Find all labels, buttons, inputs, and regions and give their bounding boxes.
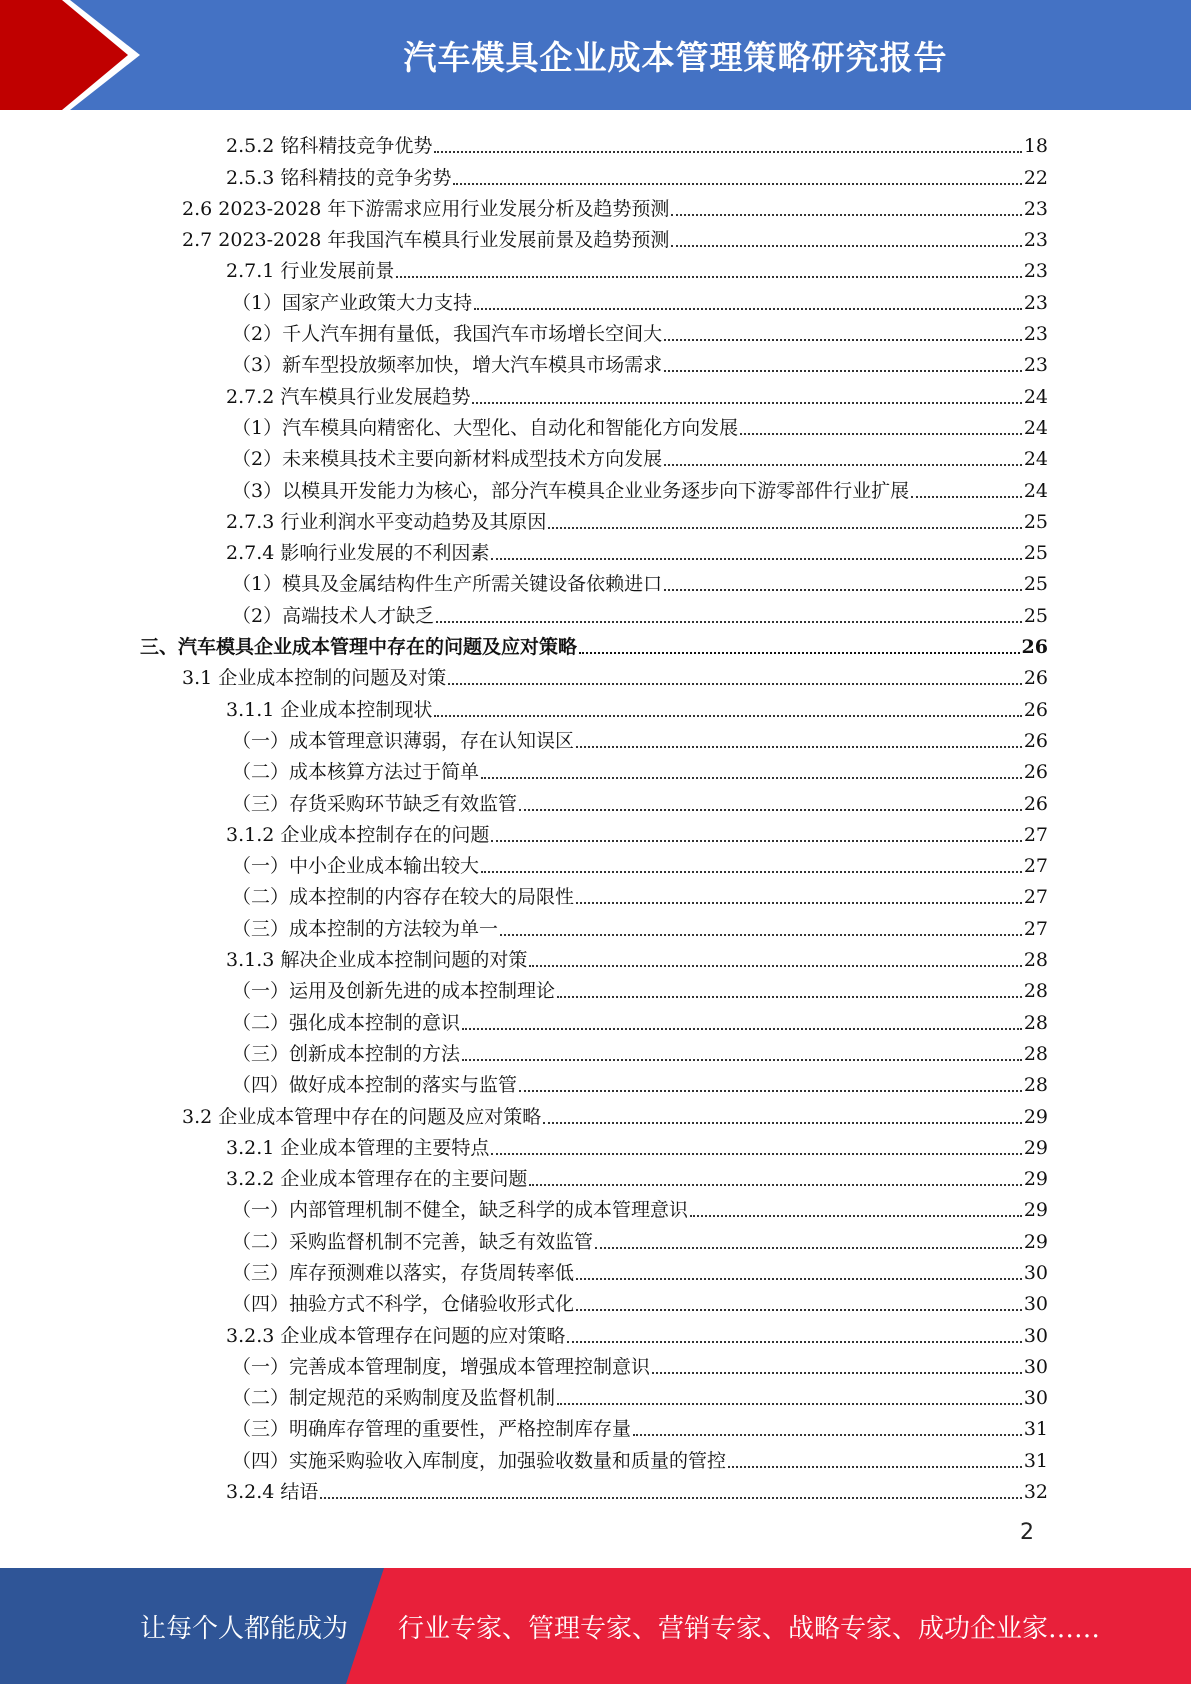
toc-dot-leader	[481, 871, 1022, 873]
toc-entry[interactable]	[140, 345, 1048, 376]
toc-entry-label: 2.5.3 铭科精技的竞争劣势	[226, 166, 452, 189]
toc-entry[interactable]	[140, 846, 1048, 877]
toc-entry-label: （三）库存预测难以落实，存货周转率低	[232, 1261, 575, 1284]
footer-slogan-left: 让每个人都能成为	[140, 1613, 349, 1644]
toc-entry-page: 29	[1023, 1230, 1048, 1253]
toc-dot-leader	[462, 1028, 1022, 1030]
toc-entry-page: 27	[1023, 886, 1048, 909]
footer-slogan-right: 行业专家、管理专家、营销专家、战略专家、成功企业家……	[398, 1613, 1101, 1644]
toc-entry-label: （四）实施采购验收入库制度，加强验收数量和质量的管控	[232, 1449, 727, 1472]
toc-entry-page: 26	[1023, 761, 1048, 784]
toc-entry[interactable]	[140, 877, 1048, 908]
toc-entry-page: 25	[1023, 542, 1048, 565]
toc-entry-label: 2.7.3 行业利润水平变动趋势及其原因	[226, 510, 547, 533]
toc-entry-label: （四）抽验方式不科学，仓储验收形式化	[232, 1293, 575, 1316]
toc-dot-leader	[664, 464, 1022, 466]
toc-entry-page: 30	[1023, 1387, 1048, 1410]
toc-entry[interactable]	[140, 1096, 1048, 1127]
toc-entry[interactable]	[140, 189, 1048, 220]
toc-entry-label: （2）千人汽车拥有量低，我国汽车市场增长空间大	[232, 323, 663, 346]
toc-entry-label: 3.1.3 解决企业成本控制问题的对策	[226, 949, 528, 972]
toc-entry-page: 25	[1023, 604, 1048, 627]
toc-entry-page: 28	[1023, 980, 1048, 1003]
toc-entry[interactable]	[140, 1315, 1048, 1346]
toc-entry-label: 3.2.2 企业成本管理存在的主要问题	[226, 1168, 528, 1191]
toc-entry[interactable]	[140, 1190, 1048, 1221]
toc-entry-label: 2.7 2023-2028 年我国汽车模具行业发展前景及趋势预测	[182, 229, 670, 252]
toc-entry-page: 23	[1023, 291, 1048, 314]
toc-entry-page: 28	[1023, 1011, 1048, 1034]
toc-entry[interactable]	[140, 1221, 1048, 1252]
toc-entry-page: 23	[1023, 354, 1048, 377]
toc-entry-label: （四）做好成本控制的落实与监管	[232, 1074, 518, 1097]
toc-entry-label: 3.2.4 结语	[226, 1481, 319, 1504]
toc-entry-page: 28	[1023, 949, 1048, 972]
header-red-chevron-icon	[0, 0, 140, 110]
toc-entry-label: （2）未来模具技术主要向新材料成型技术方向发展	[232, 448, 663, 471]
toc-entry-label: （1）模具及金属结构件生产所需关键设备依赖进口	[232, 573, 663, 596]
toc-dot-leader	[396, 276, 1021, 278]
toc-entry-label: （3）以模具开发能力为核心，部分汽车模具企业业务逐步向下游零部件行业扩展	[232, 479, 910, 502]
toc-dot-leader	[576, 1278, 1022, 1280]
toc-entry-label: （1）汽车模具向精密化、大型化、自动化和智能化方向发展	[232, 416, 739, 439]
toc-entry[interactable]	[140, 126, 1048, 157]
toc-dot-leader	[529, 1184, 1021, 1186]
toc-entry-page: 29	[1023, 1168, 1048, 1191]
toc-entry-label: （二）成本控制的内容存在较大的局限性	[232, 886, 575, 909]
toc-entry-label: 3.1 企业成本控制的问题及对策	[182, 667, 447, 690]
toc-entry-page: 26	[1023, 792, 1048, 815]
toc-entry-page: 31	[1023, 1418, 1048, 1441]
toc-dot-leader	[652, 1372, 1022, 1374]
toc-dot-leader	[690, 1215, 1022, 1217]
toc-entry-page: 32	[1023, 1481, 1048, 1504]
toc-entry[interactable]	[140, 1253, 1048, 1284]
toc-entry-label: 3.2 企业成本管理中存在的问题及应对策略	[182, 1105, 542, 1128]
page-footer	[0, 1568, 1191, 1684]
toc-dot-leader	[740, 433, 1022, 435]
toc-entry-page: 26	[1023, 698, 1048, 721]
toc-dot-leader	[519, 809, 1022, 811]
toc-entry-label: （2）高端技术人才缺乏	[232, 604, 435, 627]
page-number: 2	[1020, 1520, 1034, 1545]
toc-dot-leader	[543, 1122, 1022, 1124]
toc-entry[interactable]	[140, 1409, 1048, 1440]
toc-entry-label: （三）存货采购环节缺乏有效监管	[232, 792, 518, 815]
toc-dot-leader	[576, 1309, 1022, 1311]
toc-entry-label: 2.5.2 铭科精技竞争优势	[226, 135, 433, 158]
toc-entry-label: 3.2.3 企业成本管理存在问题的应对策略	[226, 1324, 566, 1347]
toc-entry-label: （1）国家产业政策大力支持	[232, 291, 473, 314]
toc-entry-page: 30	[1023, 1355, 1048, 1378]
toc-entry-page: 29	[1023, 1136, 1048, 1159]
toc-dot-leader	[481, 777, 1022, 779]
toc-entry[interactable]	[140, 376, 1048, 407]
toc-entry-label: 2.7.4 影响行业发展的不利因素	[226, 542, 490, 565]
toc-entry-label: （一）内部管理机制不健全，缺乏科学的成本管理意识	[232, 1199, 689, 1222]
toc-entry[interactable]	[140, 752, 1048, 783]
toc-entry[interactable]	[140, 282, 1048, 313]
toc-dot-leader	[448, 683, 1022, 685]
toc-dot-leader	[434, 151, 1021, 153]
toc-entry-page: 22	[1023, 166, 1048, 189]
toc-entry-page: 26	[1021, 636, 1048, 659]
toc-entry[interactable]	[140, 1065, 1048, 1096]
toc-dot-leader	[320, 1497, 1021, 1499]
toc-dot-leader	[633, 1434, 1022, 1436]
toc-dot-leader	[453, 183, 1021, 185]
toc-dot-leader	[434, 715, 1021, 717]
toc-dot-leader	[491, 840, 1021, 842]
toc-entry[interactable]	[140, 1159, 1048, 1190]
toc-entry[interactable]	[140, 1347, 1048, 1378]
toc-entry[interactable]	[140, 721, 1048, 752]
toc-entry[interactable]	[140, 157, 1048, 188]
toc-dot-leader	[491, 558, 1021, 560]
toc-entry-label: 3.2.1 企业成本管理的主要特点	[226, 1136, 490, 1159]
toc-entry-page: 27	[1023, 823, 1048, 846]
toc-dot-leader	[491, 1153, 1021, 1155]
toc-entry-label: 三、汽车模具企业成本管理中存在的问题及应对策略	[140, 636, 578, 659]
page-header	[0, 0, 1191, 110]
toc-entry-label: （三）创新成本控制的方法	[232, 1042, 461, 1065]
toc-entry[interactable]	[140, 533, 1048, 564]
toc-entry-page: 27	[1023, 917, 1048, 940]
report-title: 汽车模具企业成本管理策略研究报告	[403, 37, 948, 77]
toc-dot-leader	[500, 934, 1022, 936]
toc-entry-label: 2.7.2 汽车模具行业发展趋势	[226, 385, 471, 408]
toc-entry-page: 27	[1023, 855, 1048, 878]
toc-entry[interactable]	[140, 1284, 1048, 1315]
toc-dot-leader	[728, 1466, 1022, 1468]
toc-entry-label: （三）成本控制的方法较为单一	[232, 917, 499, 940]
toc-entry-page: 28	[1023, 1042, 1048, 1065]
toc-entry-page: 30	[1023, 1293, 1048, 1316]
toc-entry[interactable]	[140, 595, 1048, 626]
toc-dot-leader	[557, 1403, 1022, 1405]
toc-dot-leader	[567, 1341, 1021, 1343]
toc-dot-leader	[557, 996, 1022, 998]
toc-dot-leader	[671, 214, 1021, 216]
toc-dot-leader	[595, 1247, 1022, 1249]
toc-entry[interactable]	[140, 1034, 1048, 1065]
toc-dot-leader	[436, 621, 1022, 623]
toc-entry-label: （二）成本核算方法过于简单	[232, 761, 480, 784]
toc-entry-page: 23	[1023, 197, 1048, 220]
toc-entry-page: 24	[1023, 448, 1048, 471]
toc-entry-page: 26	[1023, 667, 1048, 690]
toc-dot-leader	[664, 589, 1022, 591]
toc-entry-label: （二）强化成本控制的意识	[232, 1011, 461, 1034]
toc-entry-page: 24	[1023, 416, 1048, 439]
toc-entry[interactable]	[140, 971, 1048, 1002]
toc-dot-leader	[472, 402, 1021, 404]
toc-entry-page: 28	[1023, 1074, 1048, 1097]
toc-entry[interactable]	[140, 502, 1048, 533]
toc-entry[interactable]	[140, 1440, 1048, 1471]
toc-entry-label: （二）制定规范的采购制度及监督机制	[232, 1387, 556, 1410]
toc-entry[interactable]	[140, 815, 1048, 846]
toc-entry-page: 29	[1023, 1105, 1048, 1128]
toc-entry-page: 18	[1023, 135, 1048, 158]
toc-entry[interactable]	[140, 940, 1048, 971]
toc-dot-leader	[576, 902, 1022, 904]
toc-entry[interactable]	[140, 470, 1048, 501]
toc-entry[interactable]	[140, 1472, 1048, 1503]
toc-entry-page: 24	[1023, 385, 1048, 408]
toc-dot-leader	[579, 652, 1020, 654]
toc-dot-leader	[664, 339, 1022, 341]
toc-dot-leader	[529, 965, 1021, 967]
toc-entry-label: （一）成本管理意识薄弱，存在认知误区	[232, 729, 575, 752]
toc-entry[interactable]	[140, 1378, 1048, 1409]
toc-entry-page: 25	[1023, 573, 1048, 596]
toc-entry[interactable]	[140, 220, 1048, 251]
toc-entry-page: 23	[1023, 260, 1048, 283]
table-of-contents	[140, 126, 1048, 1503]
toc-entry[interactable]	[140, 627, 1048, 658]
toc-entry-page: 23	[1023, 229, 1048, 252]
toc-dot-leader	[664, 370, 1022, 372]
toc-entry-label: 3.1.2 企业成本控制存在的问题	[226, 823, 490, 846]
toc-entry-page: 25	[1023, 510, 1048, 533]
toc-entry-label: （3）新车型投放频率加快，增大汽车模具市场需求	[232, 354, 663, 377]
toc-dot-leader	[576, 746, 1022, 748]
toc-entry-page: 23	[1023, 323, 1048, 346]
toc-dot-leader	[519, 1090, 1022, 1092]
toc-entry[interactable]	[140, 1002, 1048, 1033]
toc-entry[interactable]	[140, 783, 1048, 814]
toc-entry-page: 31	[1023, 1449, 1048, 1472]
toc-dot-leader	[671, 245, 1021, 247]
toc-dot-leader	[474, 308, 1022, 310]
toc-entry[interactable]	[140, 251, 1048, 282]
toc-entry[interactable]	[140, 439, 1048, 470]
toc-entry-page: 26	[1023, 729, 1048, 752]
toc-entry-label: （二）采购监督机制不完善，缺乏有效监管	[232, 1230, 594, 1253]
toc-entry[interactable]	[140, 689, 1048, 720]
toc-entry-page: 30	[1023, 1324, 1048, 1347]
toc-entry[interactable]	[140, 908, 1048, 939]
toc-entry[interactable]	[140, 564, 1048, 595]
toc-entry-label: 2.6 2023-2028 年下游需求应用行业发展分析及趋势预测	[182, 197, 670, 220]
toc-entry-page: 29	[1023, 1199, 1048, 1222]
toc-entry[interactable]	[140, 314, 1048, 345]
toc-entry-label: （一）运用及创新先进的成本控制理论	[232, 980, 556, 1003]
toc-dot-leader	[462, 1059, 1022, 1061]
toc-entry-label: 3.1.1 企业成本控制现状	[226, 698, 433, 721]
toc-entry-label: （三）明确库存管理的重要性，严格控制库存量	[232, 1418, 632, 1441]
toc-entry-label: （一）中小企业成本输出较大	[232, 855, 480, 878]
toc-entry[interactable]	[140, 1128, 1048, 1159]
toc-entry[interactable]	[140, 408, 1048, 439]
toc-dot-leader	[548, 527, 1021, 529]
toc-entry[interactable]	[140, 658, 1048, 689]
toc-entry-page: 30	[1023, 1261, 1048, 1284]
toc-entry-page: 24	[1023, 479, 1048, 502]
toc-entry-label: 2.7.1 行业发展前景	[226, 260, 395, 283]
toc-entry-label: （一）完善成本管理制度，增强成本管理控制意识	[232, 1355, 651, 1378]
toc-dot-leader	[911, 496, 1022, 498]
